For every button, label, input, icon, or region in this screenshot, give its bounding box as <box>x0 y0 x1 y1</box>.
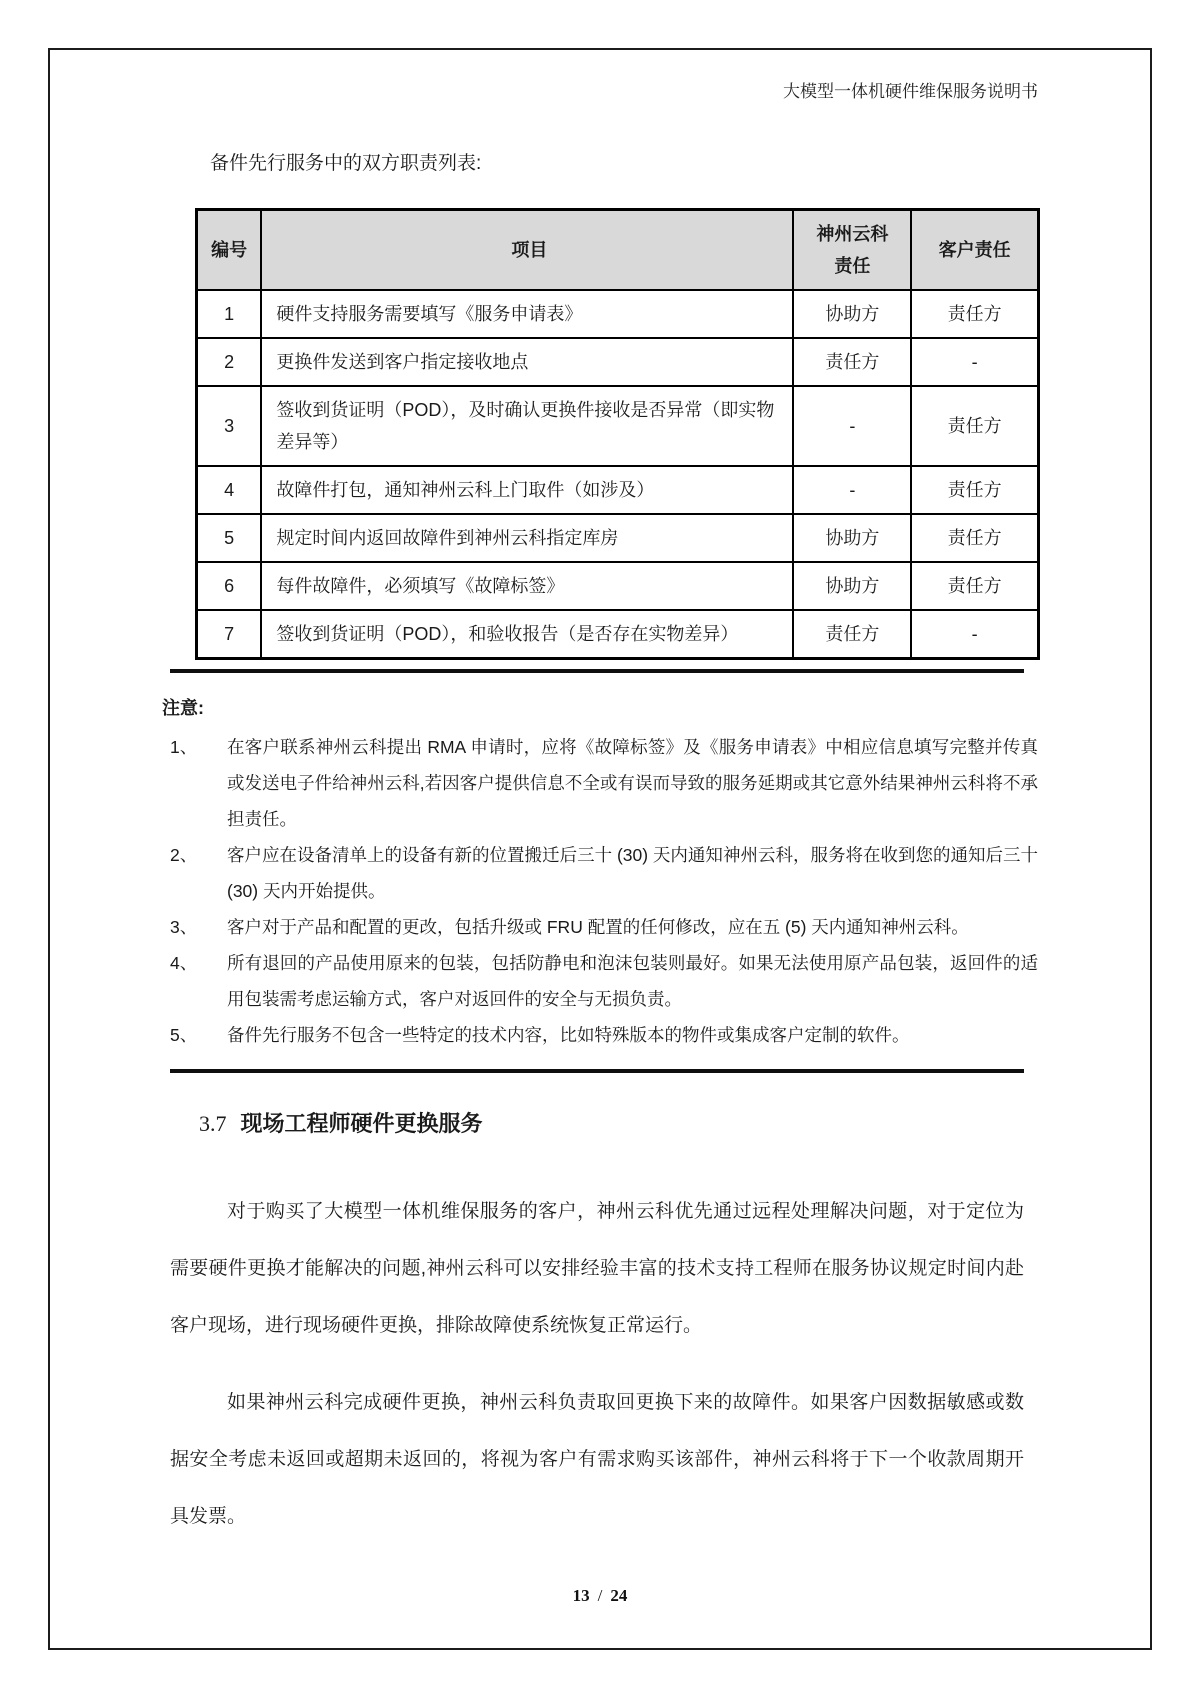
row-customer-responsibility: 责任方 <box>911 562 1038 610</box>
table-header-row <box>197 210 1039 291</box>
row-item: 硬件支持服务需要填写《服务申请表》 <box>261 290 793 338</box>
row-number: 6 <box>197 562 262 610</box>
table-head <box>197 210 1039 291</box>
row-number: 7 <box>197 610 262 659</box>
note-text: 在客户联系神州云科提出 RMA 申请时，应将《故障标签》及《服务申请表》中相应信息填写完整并传真或发送电子件给神州云科,若因客户提供信息不全或有误而导致的服务延期或其它意外结果神州云科将不承担责任。 <box>227 737 1038 829</box>
table-body <box>197 290 1039 659</box>
table-row <box>197 466 1039 514</box>
note-text: 客户应在设备清单上的设备有新的位置搬迁后三十 (30) 天内通知神州云科，服务将在收到您的通知后三十 (30) 天内开始提供。 <box>227 845 1038 901</box>
table-row <box>197 386 1039 466</box>
note-item <box>162 909 1038 945</box>
note-number: 5、 <box>170 1025 198 1045</box>
row-number: 3 <box>197 386 262 466</box>
row-customer-responsibility: - <box>911 338 1038 386</box>
body-paragraph-1: 对于购买了大模型一体机维保服务的客户，神州云科优先通过远程处理解决问题，对于定位为需要硬件更换才能解决的问题,神州云科可以安排经验丰富的技术支持工程师在服务协议规定时间内赴客户现场，进行现场硬件更换，排除故障使系统恢复正常运行。 <box>170 1201 1024 1336</box>
table-row <box>197 562 1039 610</box>
section-number: 3.7 <box>199 1111 227 1136</box>
section-title: 现场工程师硬件更换服务 <box>240 1111 483 1136</box>
col-header-number: 编号 <box>197 210 262 291</box>
row-dck-responsibility: 责任方 <box>793 338 911 386</box>
row-number: 2 <box>197 338 262 386</box>
note-number: 4、 <box>170 953 198 973</box>
doc-title: 大模型一体机硬件维保服务说明书 <box>783 82 1038 101</box>
table-row <box>197 290 1039 338</box>
page-footer <box>50 1586 1150 1606</box>
note-item <box>162 1017 1038 1053</box>
row-item: 签收到货证明（POD），及时确认更换件接收是否异常（即实物差异等） <box>261 386 793 466</box>
page-border <box>48 48 1152 1650</box>
note-item <box>162 945 1038 1017</box>
row-customer-responsibility: - <box>911 610 1038 659</box>
row-item: 签收到货证明（POD），和验收报告（是否存在实物差异） <box>261 610 793 659</box>
divider-below-notes <box>170 1069 1024 1073</box>
note-number: 2、 <box>170 845 198 865</box>
body-paragraph-2: 如果神州云科完成硬件更换，神州云科负责取回更换下来的故障件。如果客户因数据敏感或数据安全考虑未返回或超期未返回的，将视为客户有需求购买该部件，神州云科将于下一个收款周期开具发票。 <box>170 1392 1024 1527</box>
page-content <box>162 80 1038 1545</box>
note-item <box>162 729 1038 837</box>
row-customer-responsibility: 责任方 <box>911 466 1038 514</box>
note-text: 客户对于产品和配置的更改，包括升级或 FRU 配置的任何修改，应在五 (5) 天内通知神州云科。 <box>227 917 969 937</box>
row-customer-responsibility: 责任方 <box>911 514 1038 562</box>
row-dck-responsibility: 协助方 <box>793 514 911 562</box>
row-number: 1 <box>197 290 262 338</box>
note-text: 备件先行服务不包含一些特定的技术内容，比如特殊版本的物件或集成客户定制的软件。 <box>227 1025 910 1045</box>
row-item: 故障件打包，通知神州云科上门取件（如涉及） <box>261 466 793 514</box>
row-dck-responsibility: 责任方 <box>793 610 911 659</box>
note-number: 1、 <box>170 737 198 757</box>
page-number-total: 24 <box>610 1586 628 1605</box>
divider-above-notes <box>170 669 1024 673</box>
table-row <box>197 514 1039 562</box>
row-number: 5 <box>197 514 262 562</box>
table-row <box>197 338 1039 386</box>
row-number: 4 <box>197 466 262 514</box>
col-header-item: 项目 <box>261 210 793 291</box>
page-number-current: 13 <box>572 1586 590 1605</box>
row-customer-responsibility: 责任方 <box>911 290 1038 338</box>
col-header-dck-responsibility <box>793 210 911 291</box>
responsibility-table <box>195 208 1040 660</box>
page-number-separator: / <box>597 1586 603 1605</box>
notes-title: 注意: <box>162 698 204 718</box>
row-dck-responsibility: - <box>793 466 911 514</box>
intro-text: 备件先行服务中的双方职责列表: <box>210 153 482 174</box>
col-header-dck-line2: 责任 <box>834 256 871 276</box>
note-number: 3、 <box>170 917 198 937</box>
section-heading <box>199 1109 1038 1139</box>
notes-list <box>162 729 1038 1053</box>
note-item <box>162 837 1038 909</box>
note-text: 所有退回的产品使用原来的包装，包括防静电和泡沫包装则最好。如果无法使用原产品包装，返回件的适用包装需考虑运输方式，客户对返回件的安全与无损负责。 <box>227 953 1038 1009</box>
col-header-customer: 客户责任 <box>911 210 1038 291</box>
row-customer-responsibility: 责任方 <box>911 386 1038 466</box>
row-item: 每件故障件，必须填写《故障标签》 <box>261 562 793 610</box>
row-dck-responsibility: 协助方 <box>793 290 911 338</box>
doc-header <box>162 80 1038 104</box>
row-dck-responsibility: - <box>793 386 911 466</box>
col-header-dck-line1: 神州云科 <box>816 224 889 244</box>
table-row <box>197 610 1039 659</box>
row-item: 规定时间内返回故障件到神州云科指定库房 <box>261 514 793 562</box>
row-dck-responsibility: 协助方 <box>793 562 911 610</box>
row-item: 更换件发送到客户指定接收地点 <box>261 338 793 386</box>
